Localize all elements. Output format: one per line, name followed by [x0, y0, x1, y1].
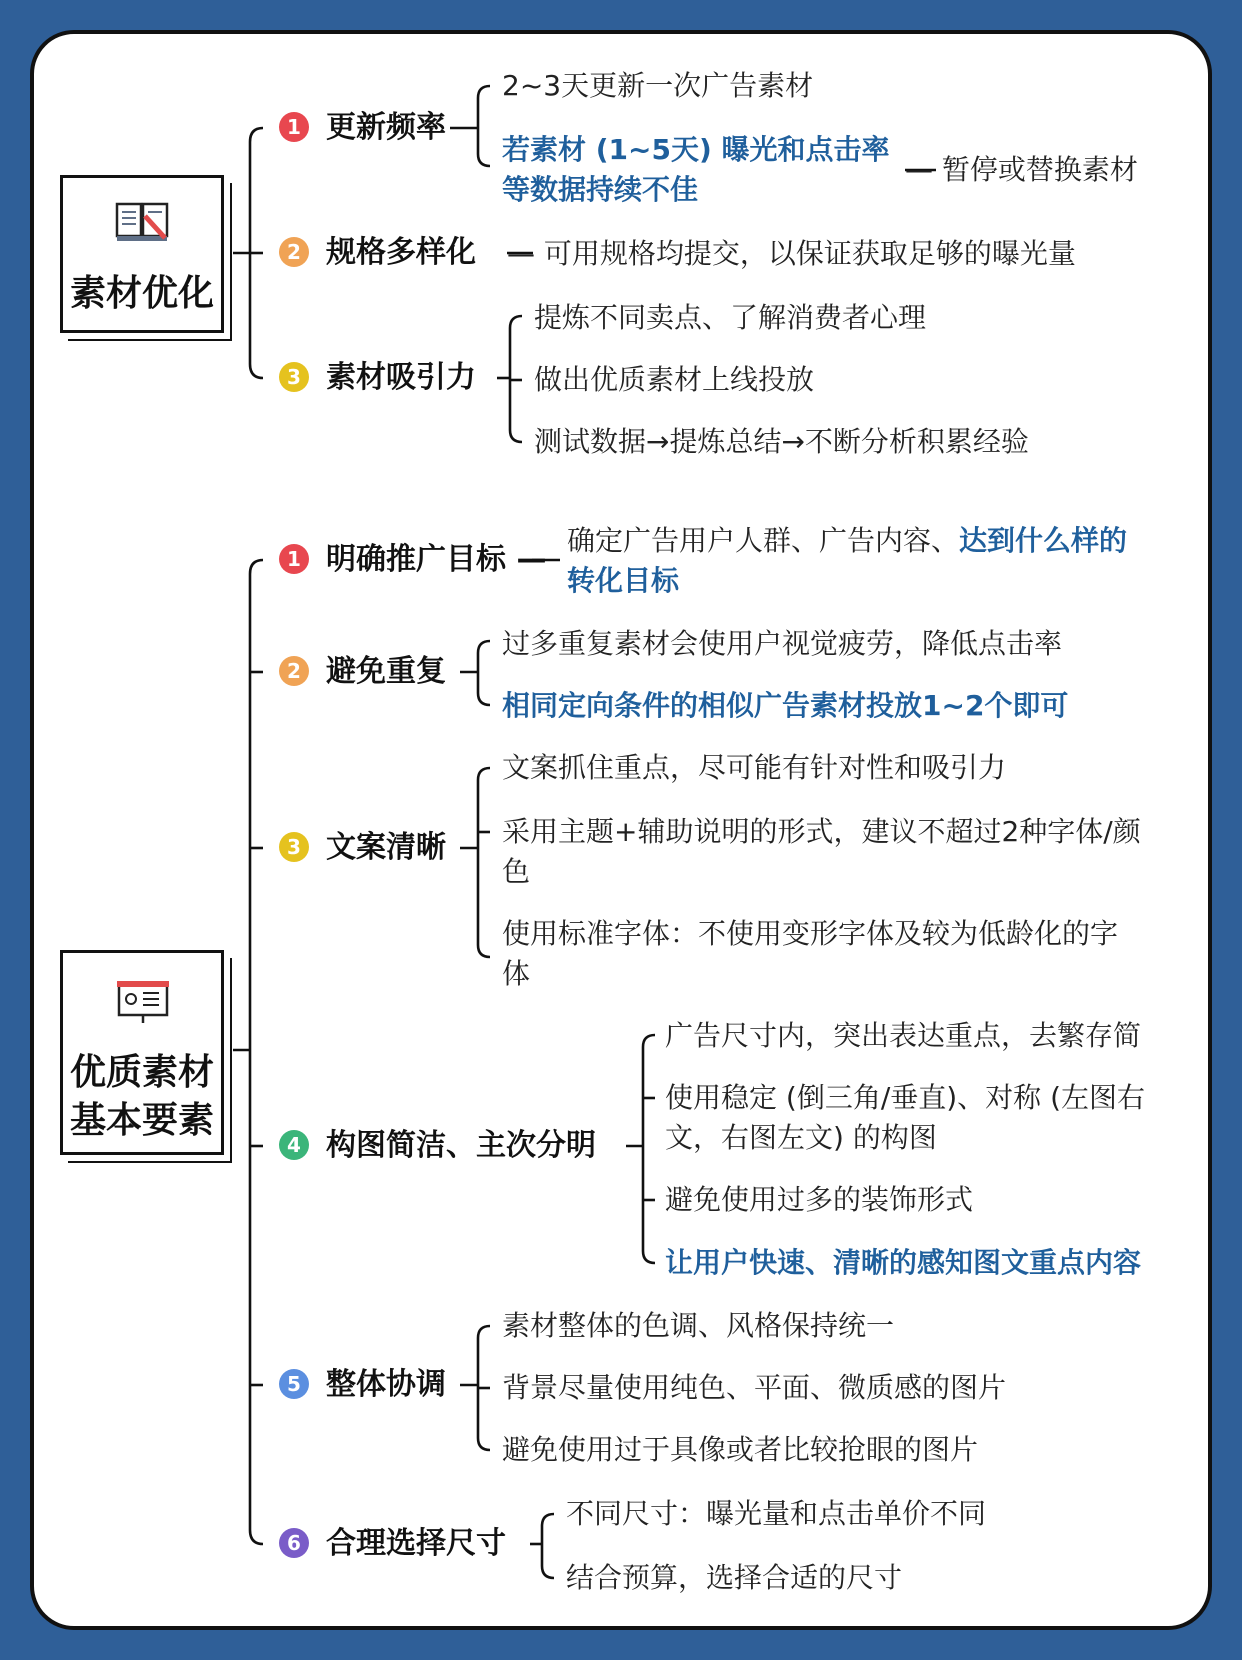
leaf-text: 素材整体的色调、风格保持统一	[502, 1309, 895, 1342]
leaf-text: 使用稳定 (倒三角/垂直)、对称 (左图右文，右图左文) 的构图	[665, 1081, 1146, 1154]
root-node-material-optimization	[60, 175, 224, 333]
branch-label: 更新频率	[326, 110, 446, 145]
leaf-text: 使用标准字体：不使用变形字体及较为低龄化的字体	[502, 917, 1119, 990]
leaf-text-highlight: 若素材 (1~5天) 曝光和点击率	[502, 133, 890, 166]
leaf-text: 不同尺寸：曝光量和点击单价不同	[566, 1497, 987, 1530]
leaf-text	[567, 521, 1127, 561]
badge-6: 6	[279, 1528, 309, 1558]
root-node-quality-material-elements	[60, 950, 224, 1155]
leaf-text: 做出优质素材上线投放	[534, 363, 815, 396]
leaf-text-highlight: 达到什么样的	[959, 524, 1128, 557]
leaf-text-highlight: 相同定向条件的相似广告素材投放1~2个即可	[502, 689, 1069, 722]
badge-2: 2	[279, 656, 309, 686]
leaf-note: — 暂停或替换素材	[905, 153, 1138, 186]
badge-1: 1	[279, 112, 309, 142]
badge-1: 1	[279, 544, 309, 574]
branch-label: 构图简洁、主次分明	[326, 1128, 596, 1163]
leaf-note: — 可用规格均提交，以保证获取足够的曝光量	[507, 237, 1076, 270]
badge-4: 4	[279, 1130, 309, 1160]
badge-3: 3	[279, 362, 309, 392]
branch-label: 文案清晰	[326, 830, 446, 865]
branch-label: 明确推广目标 —	[326, 542, 547, 577]
leaf-text: 采用主题+辅助说明的形式，建议不超过2种字体/颜色	[502, 815, 1141, 888]
leaf-text: 2~3天更新一次广告素材	[502, 69, 814, 102]
leaf-text: 提炼不同卖点、了解消费者心理	[534, 301, 927, 334]
leaf-text-normal: 确定广告用户人群、广告内容、	[567, 524, 960, 557]
badge-3: 3	[279, 832, 309, 862]
root-title-line2: 基本要素	[69, 1100, 214, 1141]
branch-label: 合理选择尺寸	[326, 1526, 506, 1561]
leaf-text-highlight: 转化目标	[567, 564, 680, 597]
branch-label: 整体协调	[326, 1367, 446, 1402]
root-title-line1: 优质素材	[69, 1052, 214, 1093]
leaf-text-highlight: 让用户快速、清晰的感知图文重点内容	[665, 1246, 1142, 1279]
leaf-text-highlight: 等数据持续不佳	[502, 173, 699, 206]
root-title: 素材优化	[69, 273, 214, 314]
leaf-text: 过多重复素材会使用户视觉疲劳，降低点击率	[502, 627, 1063, 660]
branch-label: 避免重复	[326, 654, 446, 689]
leaf-text: 背景尽量使用纯色、平面、微质感的图片	[502, 1371, 1007, 1404]
leaf-text: 避免使用过于具像或者比较抢眼的图片	[502, 1433, 979, 1466]
leaf-text: 测试数据→提炼总结→不断分析积累经验	[534, 425, 1029, 458]
leaf-text: 文案抓住重点，尽可能有针对性和吸引力	[502, 751, 1007, 784]
badge-5: 5	[279, 1369, 309, 1399]
leaf-text: 避免使用过多的装饰形式	[665, 1183, 974, 1216]
leaf-text: 结合预算，选择合适的尺寸	[566, 1561, 903, 1594]
branch-label: 素材吸引力	[326, 360, 476, 395]
leaf-text: 广告尺寸内，突出表达重点，去繁存简	[665, 1019, 1142, 1052]
badge-2: 2	[279, 237, 309, 267]
branch-label: 规格多样化	[326, 235, 476, 270]
open-book-pen-icon	[115, 198, 171, 244]
presentation-board-icon	[115, 979, 171, 1025]
